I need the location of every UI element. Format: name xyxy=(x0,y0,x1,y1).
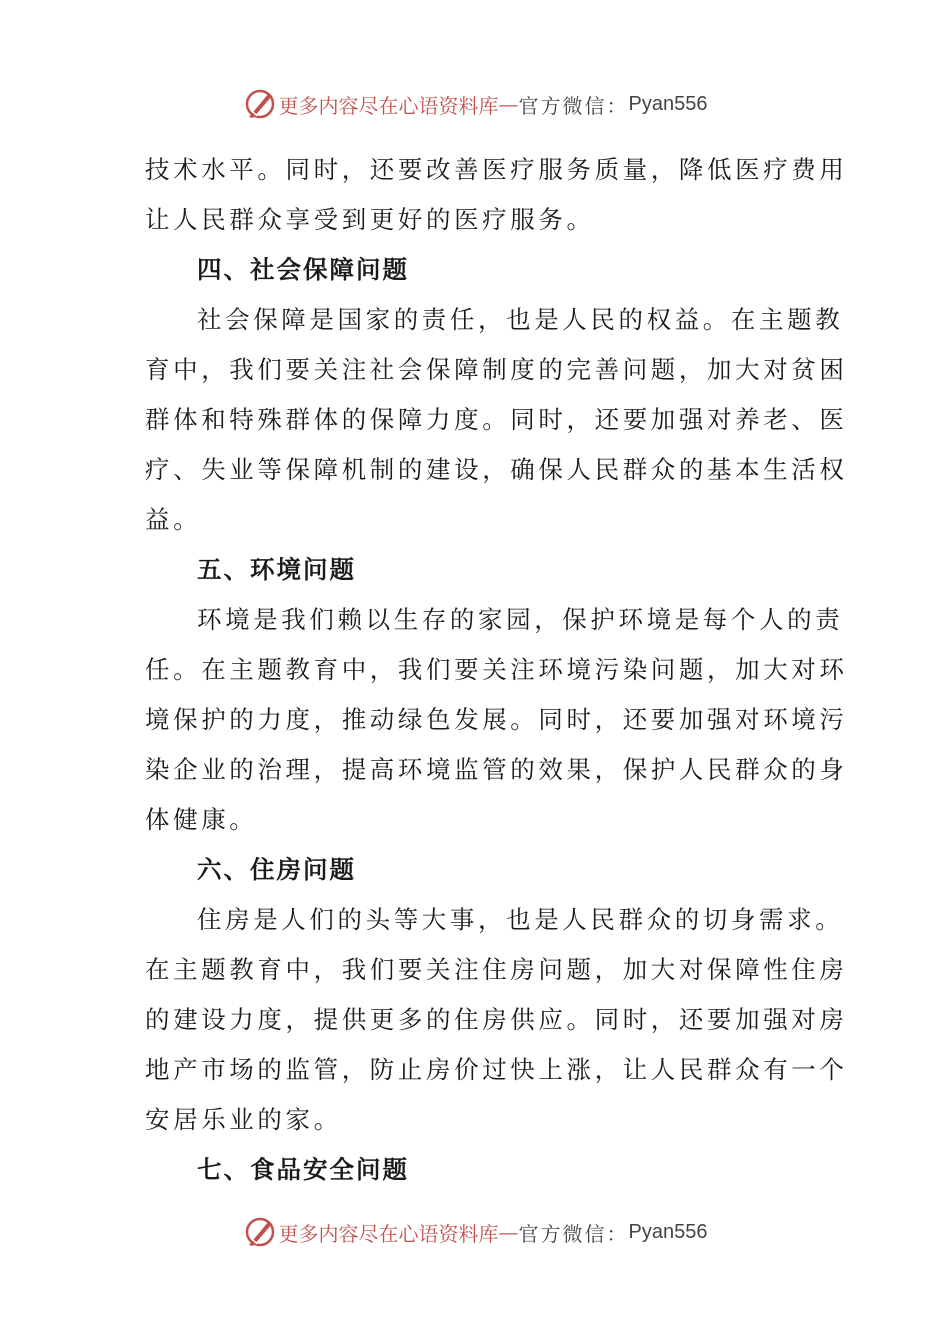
body-line: 安居乐业的家。 xyxy=(145,1105,342,1134)
watermark-wechat-label: 官方微信： xyxy=(518,1221,629,1246)
paragraph-first-line: 住房是人们的头等大事，也是人民群众的切身需求。 xyxy=(197,905,844,934)
section-heading: 五、环境问题 xyxy=(197,555,356,584)
section-heading: 七、食品安全问题 xyxy=(197,1155,409,1184)
body-line: 境保护的力度，推动绿色发展。同时，还要加强对环境污 xyxy=(145,705,848,734)
body-line: 疗、失业等保障机制的建设，确保人民群众的基本生活权 xyxy=(145,455,848,484)
body-line: 益。 xyxy=(145,505,202,534)
watermark-wechat-id: Pyan556 xyxy=(628,1220,708,1243)
document-body xyxy=(145,145,848,1195)
body-line: 染企业的治理，提高环境监管的效果，保护人民群众的身 xyxy=(145,755,848,784)
body-line: 地产市场的监管，防止房价过快上涨，让人民群众有一个 xyxy=(145,1055,848,1084)
body-line: 体健康。 xyxy=(145,805,258,834)
body-line: 群体和特殊群体的保障力度。同时，还要加强对养老、医 xyxy=(145,405,848,434)
watermark-site-text: 更多内容尽在心语资料库 xyxy=(278,93,499,118)
watermark-dash: — xyxy=(498,92,519,116)
quill-logo-icon xyxy=(243,87,277,121)
watermark-dash: — xyxy=(498,1220,519,1244)
body-line: 的建设力度，提供更多的住房供应。同时，还要加强对房 xyxy=(145,1005,848,1034)
watermark-site-text: 更多内容尽在心语资料库 xyxy=(278,1221,499,1246)
watermark-wechat-label: 官方微信： xyxy=(518,93,629,118)
body-line: 技术水平。同时，还要改善医疗服务质量，降低医疗费用 xyxy=(145,155,848,184)
paragraph-first-line: 环境是我们赖以生存的家园，保护环境是每个人的责 xyxy=(197,605,844,634)
body-line: 让人民群众享受到更好的医疗服务。 xyxy=(145,205,595,234)
section-heading: 六、住房问题 xyxy=(197,855,356,884)
paragraph-first-line: 社会保障是国家的责任，也是人民的权益。在主题教 xyxy=(197,305,844,334)
section-heading: 四、社会保障问题 xyxy=(197,255,409,284)
body-line: 在主题教育中，我们要关注住房问题，加大对保障性住房 xyxy=(145,955,848,984)
watermark-wechat-id: Pyan556 xyxy=(628,92,708,115)
quill-logo-icon xyxy=(243,1215,277,1249)
watermark-banner-bottom xyxy=(0,1210,950,1254)
watermark-banner-top xyxy=(0,82,950,126)
body-line: 育中，我们要关注社会保障制度的完善问题，加大对贫困 xyxy=(145,355,848,384)
body-line: 任。在主题教育中，我们要关注环境污染问题，加大对环 xyxy=(145,655,848,684)
